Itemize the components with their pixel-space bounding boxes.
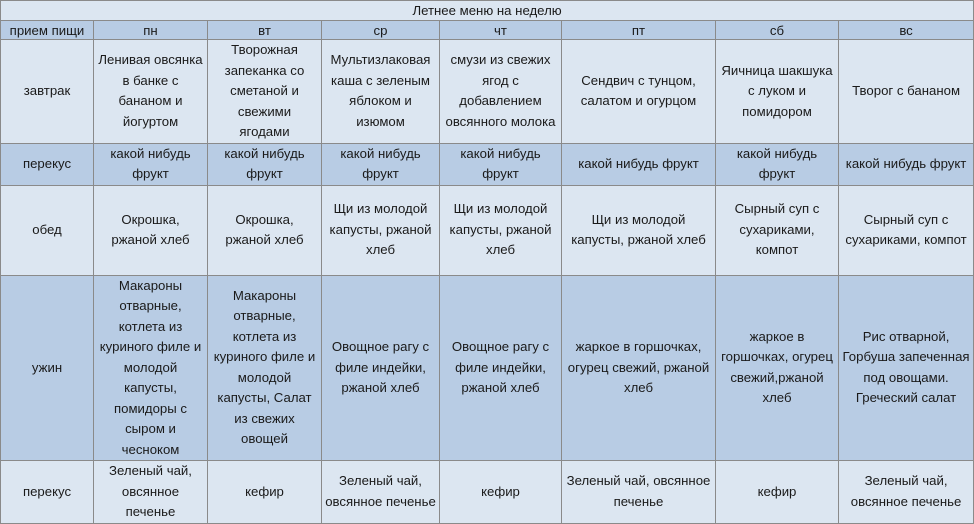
table-title[interactable]: Летнее меню на неделю (1, 1, 974, 21)
menu-cell[interactable]: какой нибудь фрукт (94, 143, 208, 185)
table-row-breakfast (1, 40, 974, 144)
title-row (1, 1, 974, 21)
menu-cell[interactable]: Зеленый чай, овсянное печенье (322, 461, 440, 524)
menu-cell[interactable]: Творог с бананом (839, 40, 974, 144)
table-row-snack-1 (1, 143, 974, 185)
menu-cell[interactable]: Зеленый чай, овсянное печенье (94, 461, 208, 524)
meal-label[interactable]: ужин (1, 275, 94, 461)
menu-cell[interactable]: кефир (716, 461, 839, 524)
menu-cell[interactable]: кефир (208, 461, 322, 524)
menu-cell[interactable]: жаркое в горшочках, огурец свежий,ржаной хлеб (716, 275, 839, 461)
menu-cell[interactable]: Яичница шакшука с луком и помидором (716, 40, 839, 144)
menu-cell[interactable]: Сырный суп с сухариками, компот (716, 185, 839, 275)
menu-cell[interactable]: Макароны отварные, котлета из куриного филе и молодой капусты, Салат из свежих овощей (208, 275, 322, 461)
menu-cell[interactable]: Щи из молодой капусты, ржаной хлеб (322, 185, 440, 275)
header-fri[interactable]: пт (562, 21, 716, 40)
menu-cell[interactable]: Зеленый чай, овсянное печенье (839, 461, 974, 524)
menu-cell[interactable]: Щи из молодой капусты, ржаной хлеб (562, 185, 716, 275)
menu-cell[interactable]: Овощное рагу с филе индейки, ржаной хлеб (322, 275, 440, 461)
menu-cell[interactable]: Ленивая овсянка в банке с бананом и йогуртом (94, 40, 208, 144)
menu-cell[interactable]: какой нибудь фрукт (716, 143, 839, 185)
menu-cell[interactable]: Окрошка, ржаной хлеб (94, 185, 208, 275)
menu-cell[interactable]: какой нибудь фрукт (208, 143, 322, 185)
header-wed[interactable]: ср (322, 21, 440, 40)
table-row-lunch (1, 185, 974, 275)
header-row (1, 21, 974, 40)
menu-cell[interactable]: Мультизлаковая каша с зеленым яблоком и изюмом (322, 40, 440, 144)
table-row-snack-2 (1, 461, 974, 524)
header-mon[interactable]: пн (94, 21, 208, 40)
menu-cell[interactable]: кефир (440, 461, 562, 524)
menu-cell[interactable]: Творожная запеканка со сметаной и свежими ягодами (208, 40, 322, 144)
menu-cell[interactable]: Макароны отварные, котлета из куриного филе и молодой капусты, помидоры с сыром и чесноком (94, 275, 208, 461)
header-thu[interactable]: чт (440, 21, 562, 40)
menu-cell[interactable]: Сендвич с тунцом, салатом и огурцом (562, 40, 716, 144)
header-sat[interactable]: сб (716, 21, 839, 40)
menu-cell[interactable]: какой нибудь фрукт (440, 143, 562, 185)
menu-cell[interactable]: Зеленый чай, овсянное печенье (562, 461, 716, 524)
menu-cell[interactable]: Рис отварной, Горбуша запеченная под овощами. Греческий салат (839, 275, 974, 461)
meal-label[interactable]: обед (1, 185, 94, 275)
meal-label[interactable]: перекус (1, 143, 94, 185)
header-sun[interactable]: вс (839, 21, 974, 40)
menu-cell[interactable]: жаркое в горшочках, огурец свежий, ржаной хлеб (562, 275, 716, 461)
menu-cell[interactable]: Окрошка, ржаной хлеб (208, 185, 322, 275)
menu-cell[interactable]: какой нибудь фрукт (562, 143, 716, 185)
header-meal[interactable]: прием пищи (1, 21, 94, 40)
table-row-dinner (1, 275, 974, 461)
menu-cell[interactable]: Овощное рагу с филе индейки, ржаной хлеб (440, 275, 562, 461)
meal-label[interactable]: завтрак (1, 40, 94, 144)
menu-cell[interactable]: какой нибудь фрукт (322, 143, 440, 185)
menu-cell[interactable]: смузи из свежих ягод с добавлением овсянного молока (440, 40, 562, 144)
header-tue[interactable]: вт (208, 21, 322, 40)
menu-cell[interactable]: Сырный суп с сухариками, компот (839, 185, 974, 275)
menu-cell[interactable]: какой нибудь фрукт (839, 143, 974, 185)
meal-label[interactable]: перекус (1, 461, 94, 524)
menu-cell[interactable]: Щи из молодой капусты, ржаной хлеб (440, 185, 562, 275)
